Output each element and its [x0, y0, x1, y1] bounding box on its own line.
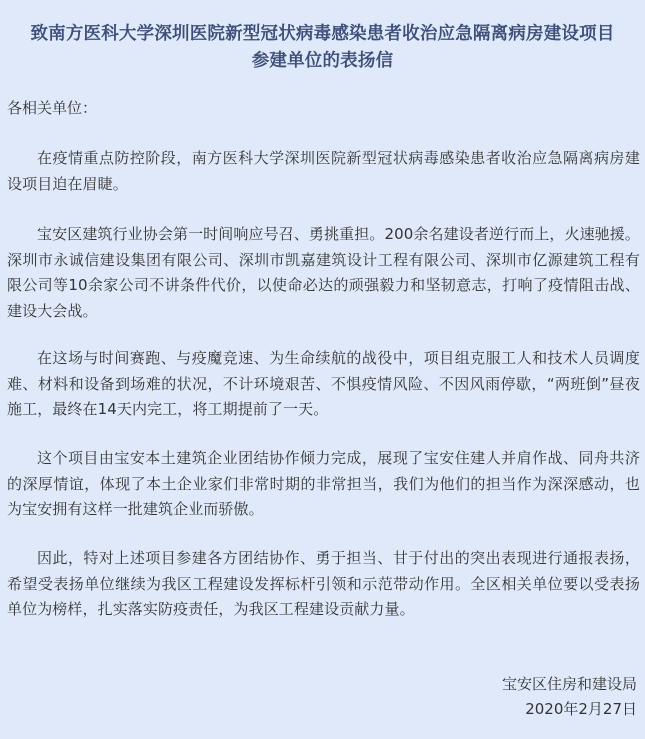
paragraph-1: 在疫情重点防控阶段，南方医科大学深圳医院新型冠状病毒感染患者收治应急隔离病房建设项目迫在眉睫。	[7, 149, 640, 193]
paragraph-4: 这个项目由宝安本土建筑企业团结协作倾力完成，展现了宝安住建人并肩作战、同舟共济的深厚情谊，体现了本土企业家们非常时期的非常担当，我们为他们的担当作为深深感动，也为宝安拥有这样一批建筑企业而骄傲。	[7, 449, 640, 518]
letter-title	[7, 0, 638, 75]
title-line-1: 致南方医科大学深圳医院新型冠状病毒感染患者收治应急隔离病房建设项目	[30, 24, 615, 44]
date: 2020年2月27日	[525, 700, 637, 718]
title-line-2: 参建单位的表扬信	[251, 51, 394, 71]
paragraph-2: 宝安区建筑行业协会第一时间响应号召、勇挑重担。200余名建设者逆行而上，火速驰援。深圳市永诚信建设集团有限公司、深圳市凯嘉建筑设计工程有限公司、深圳市亿源建筑工程有限公司等10余家公司不讲条件代价，以使命必达的顽强毅力和坚韧意志，打响了疫情阻击战、建设大会战。	[7, 225, 640, 320]
paragraph-3: 在这场与时间赛跑、与疫魔竞速、为生命续航的战役中，项目组克服工人和技术人员调度难、材料和设备到场难的状况，不计环境艰苦、不惧疫情风险、不因风雨停歇，“两班倒”昼夜施工，最终在14天内完工，将工期提前了一天。	[7, 349, 640, 418]
paragraph-5: 因此，特对上述项目参建各方团结协作、勇于担当、甘于付出的突出表现进行通报表扬，希望受表扬单位继续为我区工程建设发挥标杆引领和示范带动作用。全区相关单位要以受表扬单位为榜样，扎实落实防疫责任，为我区工程建设贡献力量。	[7, 549, 640, 618]
salutation: 各相关单位：	[7, 99, 98, 117]
signature: 宝安区住房和建设局	[501, 675, 637, 693]
